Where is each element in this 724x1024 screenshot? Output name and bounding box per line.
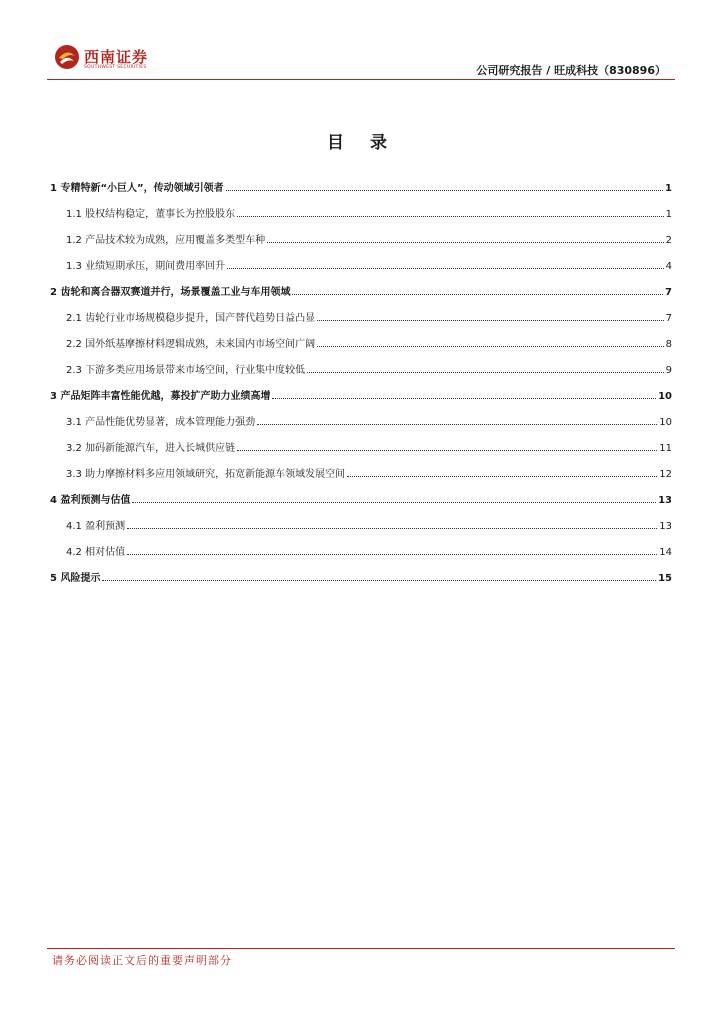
leader-dots <box>237 215 664 217</box>
toc-entry-page: 7 <box>665 313 672 324</box>
toc-entry[interactable] <box>50 298 672 324</box>
toc-entry-label: 1.2 产品技术较为成熟，应用覆盖多类型车种 <box>66 235 266 246</box>
toc-entry-label: 2.2 国外纸基摩擦材料逻辑成熟，未来国内市场空间广阔 <box>66 339 316 350</box>
toc-entry[interactable] <box>50 272 672 298</box>
leader-dots <box>237 449 657 451</box>
logo-text-cn: 西南证券 <box>84 48 149 66</box>
toc-entry[interactable] <box>50 454 672 480</box>
toc-entry-label: 4.1 盈利预测 <box>66 521 126 532</box>
toc-entry-label: 1 专精特新“小巨人”，传动领域引领者 <box>50 183 224 194</box>
toc-entry-page: 12 <box>659 469 672 480</box>
leader-dots <box>257 423 657 425</box>
toc-entry-page: 1 <box>665 209 672 220</box>
leader-dots <box>347 475 657 477</box>
leader-dots <box>292 293 663 295</box>
toc-entry[interactable] <box>50 376 672 402</box>
toc-entry-page: 9 <box>665 365 672 376</box>
footer-notice: 请务必阅读正文后的重要声明部分 <box>52 954 232 967</box>
toc-entry-page: 13 <box>659 521 672 532</box>
toc-entry-label: 1.3 业绩短期承压，期间费用率回升 <box>66 261 226 272</box>
toc-entry-page: 8 <box>665 339 672 350</box>
toc-entry-label: 2.1 齿轮行业市场规模稳步提升，国产替代趋势日益凸显 <box>66 313 316 324</box>
leader-dots <box>132 501 656 503</box>
toc-entry[interactable] <box>50 558 672 584</box>
toc-entry-page: 11 <box>659 443 672 454</box>
toc-entry[interactable] <box>50 350 672 376</box>
toc-entry-label: 4 盈利预测与估值 <box>50 495 131 506</box>
toc-entry[interactable] <box>50 324 672 350</box>
toc-entry-label: 5 风险提示 <box>50 573 101 584</box>
leader-dots <box>317 319 664 321</box>
footer-divider <box>47 948 675 949</box>
toc-entry-label: 3.3 助力摩擦材料多应用领域研究，拓宽新能源车领域发展空间 <box>66 469 346 480</box>
logo-icon <box>54 44 80 70</box>
logo-text-en: SOUTHWEST SECURITIES <box>84 65 147 70</box>
leader-dots <box>267 241 664 243</box>
toc-entry-page: 2 <box>665 235 672 246</box>
leader-dots <box>226 189 663 191</box>
toc-entry[interactable] <box>50 428 672 454</box>
toc-entry[interactable] <box>50 194 672 220</box>
toc-entry-label: 3.1 产品性能优势显著，成本管理能力强劲 <box>66 417 256 428</box>
toc-entry-page: 10 <box>658 391 672 402</box>
toc-entry-page: 7 <box>665 287 672 298</box>
leader-dots <box>317 345 664 347</box>
toc-entry-page: 4 <box>665 261 672 272</box>
toc-entry[interactable] <box>50 402 672 428</box>
leader-dots <box>102 579 656 581</box>
toc-entry-page: 13 <box>658 495 672 506</box>
toc-title: 目 录 <box>327 133 397 153</box>
toc-entry-label: 1.1 股权结构稳定，董事长为控股股东 <box>66 209 236 220</box>
toc-entry-label: 3 产品矩阵丰富性能优越，募投扩产助力业绩高增 <box>50 391 271 402</box>
toc-entry-label: 2 齿轮和离合器双赛道并行，场景覆盖工业与车用领域 <box>50 287 291 298</box>
leader-dots <box>272 397 656 399</box>
header-divider <box>47 79 675 80</box>
leader-dots <box>227 267 664 269</box>
leader-dots <box>127 527 657 529</box>
toc-entry[interactable] <box>50 168 672 194</box>
toc-entry[interactable] <box>50 220 672 246</box>
toc-entry[interactable] <box>50 532 672 558</box>
toc-entry[interactable] <box>50 246 672 272</box>
toc-entry[interactable] <box>50 480 672 506</box>
company-logo <box>54 44 184 74</box>
leader-dots <box>127 553 657 555</box>
toc-entry-label: 3.2 加码新能源汽车，进入长城供应链 <box>66 443 236 454</box>
toc-entry-page: 15 <box>658 573 672 584</box>
page-header <box>0 0 724 82</box>
toc-entry-page: 10 <box>659 417 672 428</box>
toc-entry-label: 4.2 相对估值 <box>66 547 126 558</box>
leader-dots <box>307 371 664 373</box>
toc-entry[interactable] <box>50 506 672 532</box>
toc-entry-page: 1 <box>665 183 672 194</box>
toc-entry-label: 2.3 下游多类应用场景带来市场空间，行业集中度较低 <box>66 365 306 376</box>
table-of-contents <box>50 168 672 584</box>
toc-entry-page: 14 <box>659 547 672 558</box>
report-label: 公司研究报告 / 旺成科技（830896） <box>476 64 666 77</box>
